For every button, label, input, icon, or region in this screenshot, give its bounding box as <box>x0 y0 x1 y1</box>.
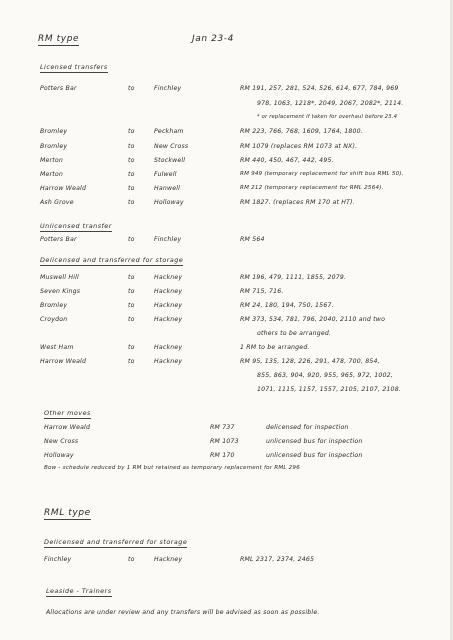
move-note: unlicensed bus for inspection <box>266 452 363 459</box>
bus-detail: 855, 863, 904, 920, 955, 965, 972, 1002, <box>257 372 393 379</box>
to-word: to <box>128 236 135 243</box>
bus-detail: RM 564 <box>240 236 265 243</box>
to-depot: New Cross <box>154 143 189 150</box>
from-depot: Muswell Hill <box>40 274 79 281</box>
bus-detail: RML 2317, 2374, 2465 <box>240 556 315 563</box>
from-depot: Merton <box>40 171 64 178</box>
bus-detail: RM 715, 716. <box>240 288 284 295</box>
leaside-note: Allocations are under review and any transfers will be advised as soon as possible. <box>46 609 320 616</box>
to-word: to <box>128 274 135 281</box>
from-depot: Potters Bar <box>40 85 77 92</box>
to-word: to <box>128 143 135 150</box>
to-depot: Hanwell <box>154 185 181 192</box>
bus-detail: 1 RM to be arranged. <box>240 344 310 351</box>
to-word: to <box>128 288 135 295</box>
to-depot: Hackney <box>154 302 183 309</box>
to-depot: Hackney <box>154 316 183 323</box>
depot-name: Holloway <box>44 452 74 459</box>
bus-detail: RM 373, 534, 781, 796, 2040, 2110 and two <box>240 316 386 323</box>
to-depot: Finchley <box>154 85 182 92</box>
bus-detail: others to be arranged. <box>257 330 332 337</box>
bus-detail: RM 1827. (replaces RM 170 at HT). <box>240 199 355 206</box>
to-word: to <box>128 302 135 309</box>
to-depot: Hackney <box>154 274 183 281</box>
to-word: to <box>128 344 135 351</box>
to-word: to <box>128 157 135 164</box>
bow-note: Bow - schedule reduced by 1 RM but retained as temporary replacement for RML 296 <box>44 465 300 471</box>
to-depot: Hackney <box>154 344 183 351</box>
to-word: to <box>128 128 135 135</box>
to-depot: Hackney <box>154 288 183 295</box>
bus-number: RM 737 <box>210 424 235 431</box>
to-depot: Holloway <box>154 199 184 206</box>
move-note: delicensed for inspection <box>266 424 349 431</box>
bus-detail: RM 196, 479, 1111, 1855, 2079. <box>240 274 347 281</box>
unlicensed-heading: Unlicensed transfer <box>40 222 112 230</box>
to-word: to <box>128 358 135 365</box>
bus-detail: RM 223, 766, 768, 1609, 1764, 1800. <box>240 128 363 135</box>
bus-number: RM 1073 <box>210 438 239 445</box>
bus-detail: RM 95, 135, 128, 226, 291, 478, 700, 854, <box>240 358 380 365</box>
bus-detail: 978, 1063, 1218*, 2049, 2067, 2082*, 2114. <box>257 100 404 107</box>
move-note: unlicensed bus for inspection <box>266 438 363 445</box>
from-depot: Croydon <box>40 316 68 323</box>
to-word: to <box>128 316 135 323</box>
other-moves-heading: Other moves <box>44 409 91 417</box>
to-word: to <box>128 171 135 178</box>
bus-detail: RM 1079 (replaces RM 1073 at NX). <box>240 143 358 150</box>
to-depot: Fulwell <box>154 171 177 178</box>
to-word: to <box>128 85 135 92</box>
bus-detail: 1071, 1115, 1157, 1557, 2105, 2107, 2108. <box>257 386 401 393</box>
depot-name: Harrow Weald <box>44 424 91 431</box>
to-depot: Stockwell <box>154 157 186 164</box>
from-depot: Finchley <box>44 556 72 563</box>
from-depot: Potters Bar <box>40 236 77 243</box>
to-depot: Finchley <box>154 236 182 243</box>
from-depot: West Ham <box>40 344 74 351</box>
rml-type-title: RML type <box>44 508 91 518</box>
to-depot: Hackney <box>154 556 183 563</box>
to-word: to <box>128 556 135 563</box>
bus-detail: RM 440, 450, 467, 442, 495. <box>240 157 334 164</box>
from-depot: Harrow Weald <box>40 185 87 192</box>
from-depot: Bromley <box>40 302 68 309</box>
rml-delicensed-heading: Delicensed and transferred for storage <box>44 538 188 546</box>
to-depot: Peckham <box>154 128 184 135</box>
from-depot: Bromley <box>40 143 68 150</box>
from-depot: Merton <box>40 157 64 164</box>
bus-detail: RM 24, 180, 194, 750, 1567. <box>240 302 334 309</box>
bus-detail: RM 212 (temporary replacement for RML 2564). <box>240 185 384 191</box>
rm-type-title: RM type <box>38 34 80 44</box>
from-depot: Seven Kings <box>40 288 81 295</box>
date-note: Jan 23-4 <box>192 34 234 44</box>
licensed-heading: Licensed transfers <box>40 63 108 71</box>
delicensed-heading: Delicensed and transferred for storage <box>40 256 184 264</box>
bus-detail: * or replacement if taken for overhaul before 23.4 <box>257 114 398 120</box>
to-word: to <box>128 199 135 206</box>
to-word: to <box>128 185 135 192</box>
bus-detail: RM 191, 257, 281, 524, 526, 614, 677, 784, 969 <box>240 85 399 92</box>
from-depot: Harrow Weald <box>40 358 87 365</box>
bus-number: RM 170 <box>210 452 235 459</box>
leaside-heading: Leaside - Trainers <box>46 587 112 595</box>
bus-detail: RM 949 (temporary replacement for shift bus RML 50). <box>240 171 404 177</box>
from-depot: Ash Grove <box>40 199 74 206</box>
from-depot: Bromley <box>40 128 68 135</box>
depot-name: New Cross <box>44 438 79 445</box>
to-depot: Hackney <box>154 358 183 365</box>
